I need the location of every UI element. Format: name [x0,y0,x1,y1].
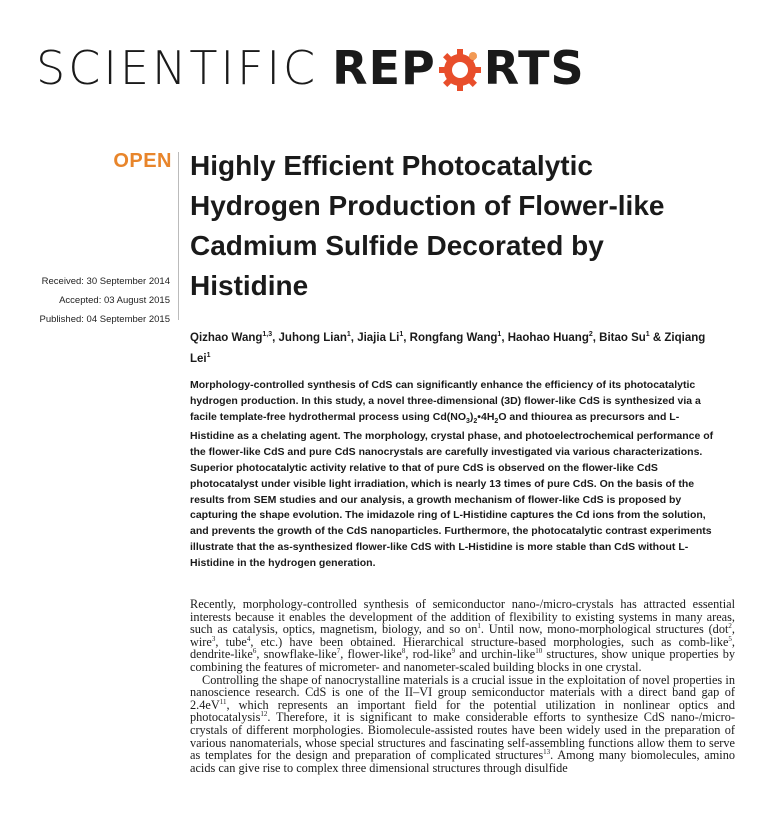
citation-ref[interactable]: 8 [401,647,406,656]
body-text-run: , rod-like [405,647,452,662]
author-name[interactable]: Juhong Lian [278,331,347,344]
body-text-run: , etc.) have been obtained. Hierarchical structure-based morphologies, such as comb-like [250,634,729,649]
gear-icon [437,47,483,93]
body-text-run: , tube [215,634,247,649]
author-separator: , [501,331,508,344]
body-text-run: Recently, morphology-controlled synthesis of semiconductor nano-/micro-crystals has attracted essential interests because it enables the development of the addition of flexibility to existing systems in many areas, such as catalysis, optics, magnetism, biology, and so on [190,597,735,637]
abstract-sub-2: 2 [473,417,478,425]
author-affiliation: 1 [206,351,211,359]
citation-ref[interactable]: 7 [336,647,341,656]
article-body [190,598,735,774]
citation-ref[interactable]: 3 [211,634,216,643]
body-text-run: , dendrite-like [190,634,735,662]
abstract-text-2: ) [469,410,474,423]
column-divider [178,152,179,320]
citation-ref[interactable]: 1 [477,622,481,631]
author-name[interactable]: Haohao Huang [507,331,589,344]
author-separator: , [403,331,410,344]
body-text-run: , wire [190,622,735,649]
author-list [190,326,710,368]
body-text-run: structures, show unique properties by combining the features of micrometer- and nanometer-scaled building blocks in one crystal. [190,647,736,674]
author-separator: , [592,331,600,344]
journal-name-reports-part-b: RTS [483,41,585,95]
author-separator: , [350,331,358,344]
body-text-run: . Until now, mono-morphological structures (dot [480,622,729,637]
article-dates [40,272,170,329]
citation-ref[interactable]: 13 [543,748,551,757]
journal-name-scientific: SCIENTIFIC [36,41,319,95]
body-text-run: . Among many biomolecules, amino acids can give rise to complex three dimensional structures through disulfide [190,748,735,775]
body-text-run: , which represents an important field for the potential utilization in nonlinear optics and photocatalysis [190,697,735,725]
author-name[interactable]: Bitao Su [599,331,646,344]
abstract-text-3: •4H [477,410,495,423]
abstract-sub-1: 3 [465,417,470,425]
citation-ref[interactable]: 4 [246,634,251,643]
received-date: Received: 30 September 2014 [41,276,170,287]
author-separator: & [649,331,665,344]
citation-ref[interactable]: 12 [260,710,268,719]
citation-ref[interactable]: 5 [728,634,732,643]
open-access-label: OPEN [113,150,172,172]
journal-name-reports [332,41,584,95]
body-paragraph-1 [190,598,735,674]
citation-ref[interactable]: 2 [728,622,732,631]
author-affiliation: 1 [497,331,502,338]
body-paragraph-2 [190,674,735,775]
journal-name-reports-part-a: REP [332,41,436,95]
body-text-run: , snowflake-like [256,647,337,662]
published-date: Published: 04 September 2015 [39,314,170,325]
citation-ref[interactable]: 10 [535,647,543,656]
author-separator: , [272,331,279,344]
body-text-run: and urchin-like [455,647,536,662]
author-name[interactable]: Jiajia Li [357,331,400,344]
body-text-run: Controlling the shape of nanocrystalline materials is a crucial issue in the exploitation of novel properties in nanoscience research. CdS is one of the II–VI group semiconductor materials with a direct band gap of 2.4eV [190,672,735,712]
abstract [190,378,720,572]
body-text-run: , flower-like [340,647,402,662]
author-affiliation: 1 [346,331,351,338]
citation-ref[interactable]: 6 [252,647,257,656]
abstract-text-4: O and thiourea as precursors and L-Histidine as a chelating agent. The morphology, crystal phase, and photoelectrochemical performance of the flower-like CdS and pure CdS nanocrystals are carefully investigated via various characterizations. Superior photocatalytic activity relative to that of pure CdS is observed on the flower-like CdS photocatalyst under visible light irradiation, which is nearly 13 times of pure CdS. On the basis of the results from SEM studies and our analysis, a growth mechanism of flower-like CdS is proposed by capturing the shape evolution. The imidazole ring of L-Histidine captures the Cd ions from the solution, and prevents the growth of the CdS nanoparticles. Furthermore, the photocatalytic contrast experiments illustrate that the as-synthesized flower-like CdS with L-Histidine is more stable than CdS without L-Histidine in the hydrogen generation. [190,410,714,569]
body-text-run: . Therefore, it is significant to make considerable efforts to synthesize CdS nano-/micro-crystals of different morphologies. Biomolecule-assisted routes have been widely used in the preparation of various nanomaterials, whose special structures and fascinating self-assembling functions allow them to serve as templates for the design and preparation of complicated structures [190,710,735,763]
author-name[interactable]: Qizhao Wang [190,331,263,344]
author-affiliation: 2 [588,331,593,338]
author-affiliation: 1,3 [262,331,273,338]
author-name[interactable]: Rongfang Wang [409,331,498,344]
citation-ref[interactable]: 11 [219,697,227,706]
abstract-sub-3: 2 [494,417,499,425]
article-title: Highly Efficient Photocatalytic Hydrogen Production of Flower-like Cadmium Sulfide Decorated by Histidine [190,150,665,301]
journal-masthead [36,38,585,98]
author-affiliation: 1 [645,331,650,338]
citation-ref[interactable]: 9 [451,647,456,656]
author-name[interactable]: Ziqiang Lei [190,331,706,365]
abstract-text-1: Morphology-controlled synthesis of CdS can significantly enhance the efficiency of its photocatalytic hydrogen production. In this study, a novel three-dimensional (3D) flower-like CdS is synthesized via a facile template-free hydrothermal process using Cd(NO [190,379,701,423]
accepted-date: Accepted: 03 August 2015 [59,295,170,306]
author-affiliation: 1 [399,331,404,338]
